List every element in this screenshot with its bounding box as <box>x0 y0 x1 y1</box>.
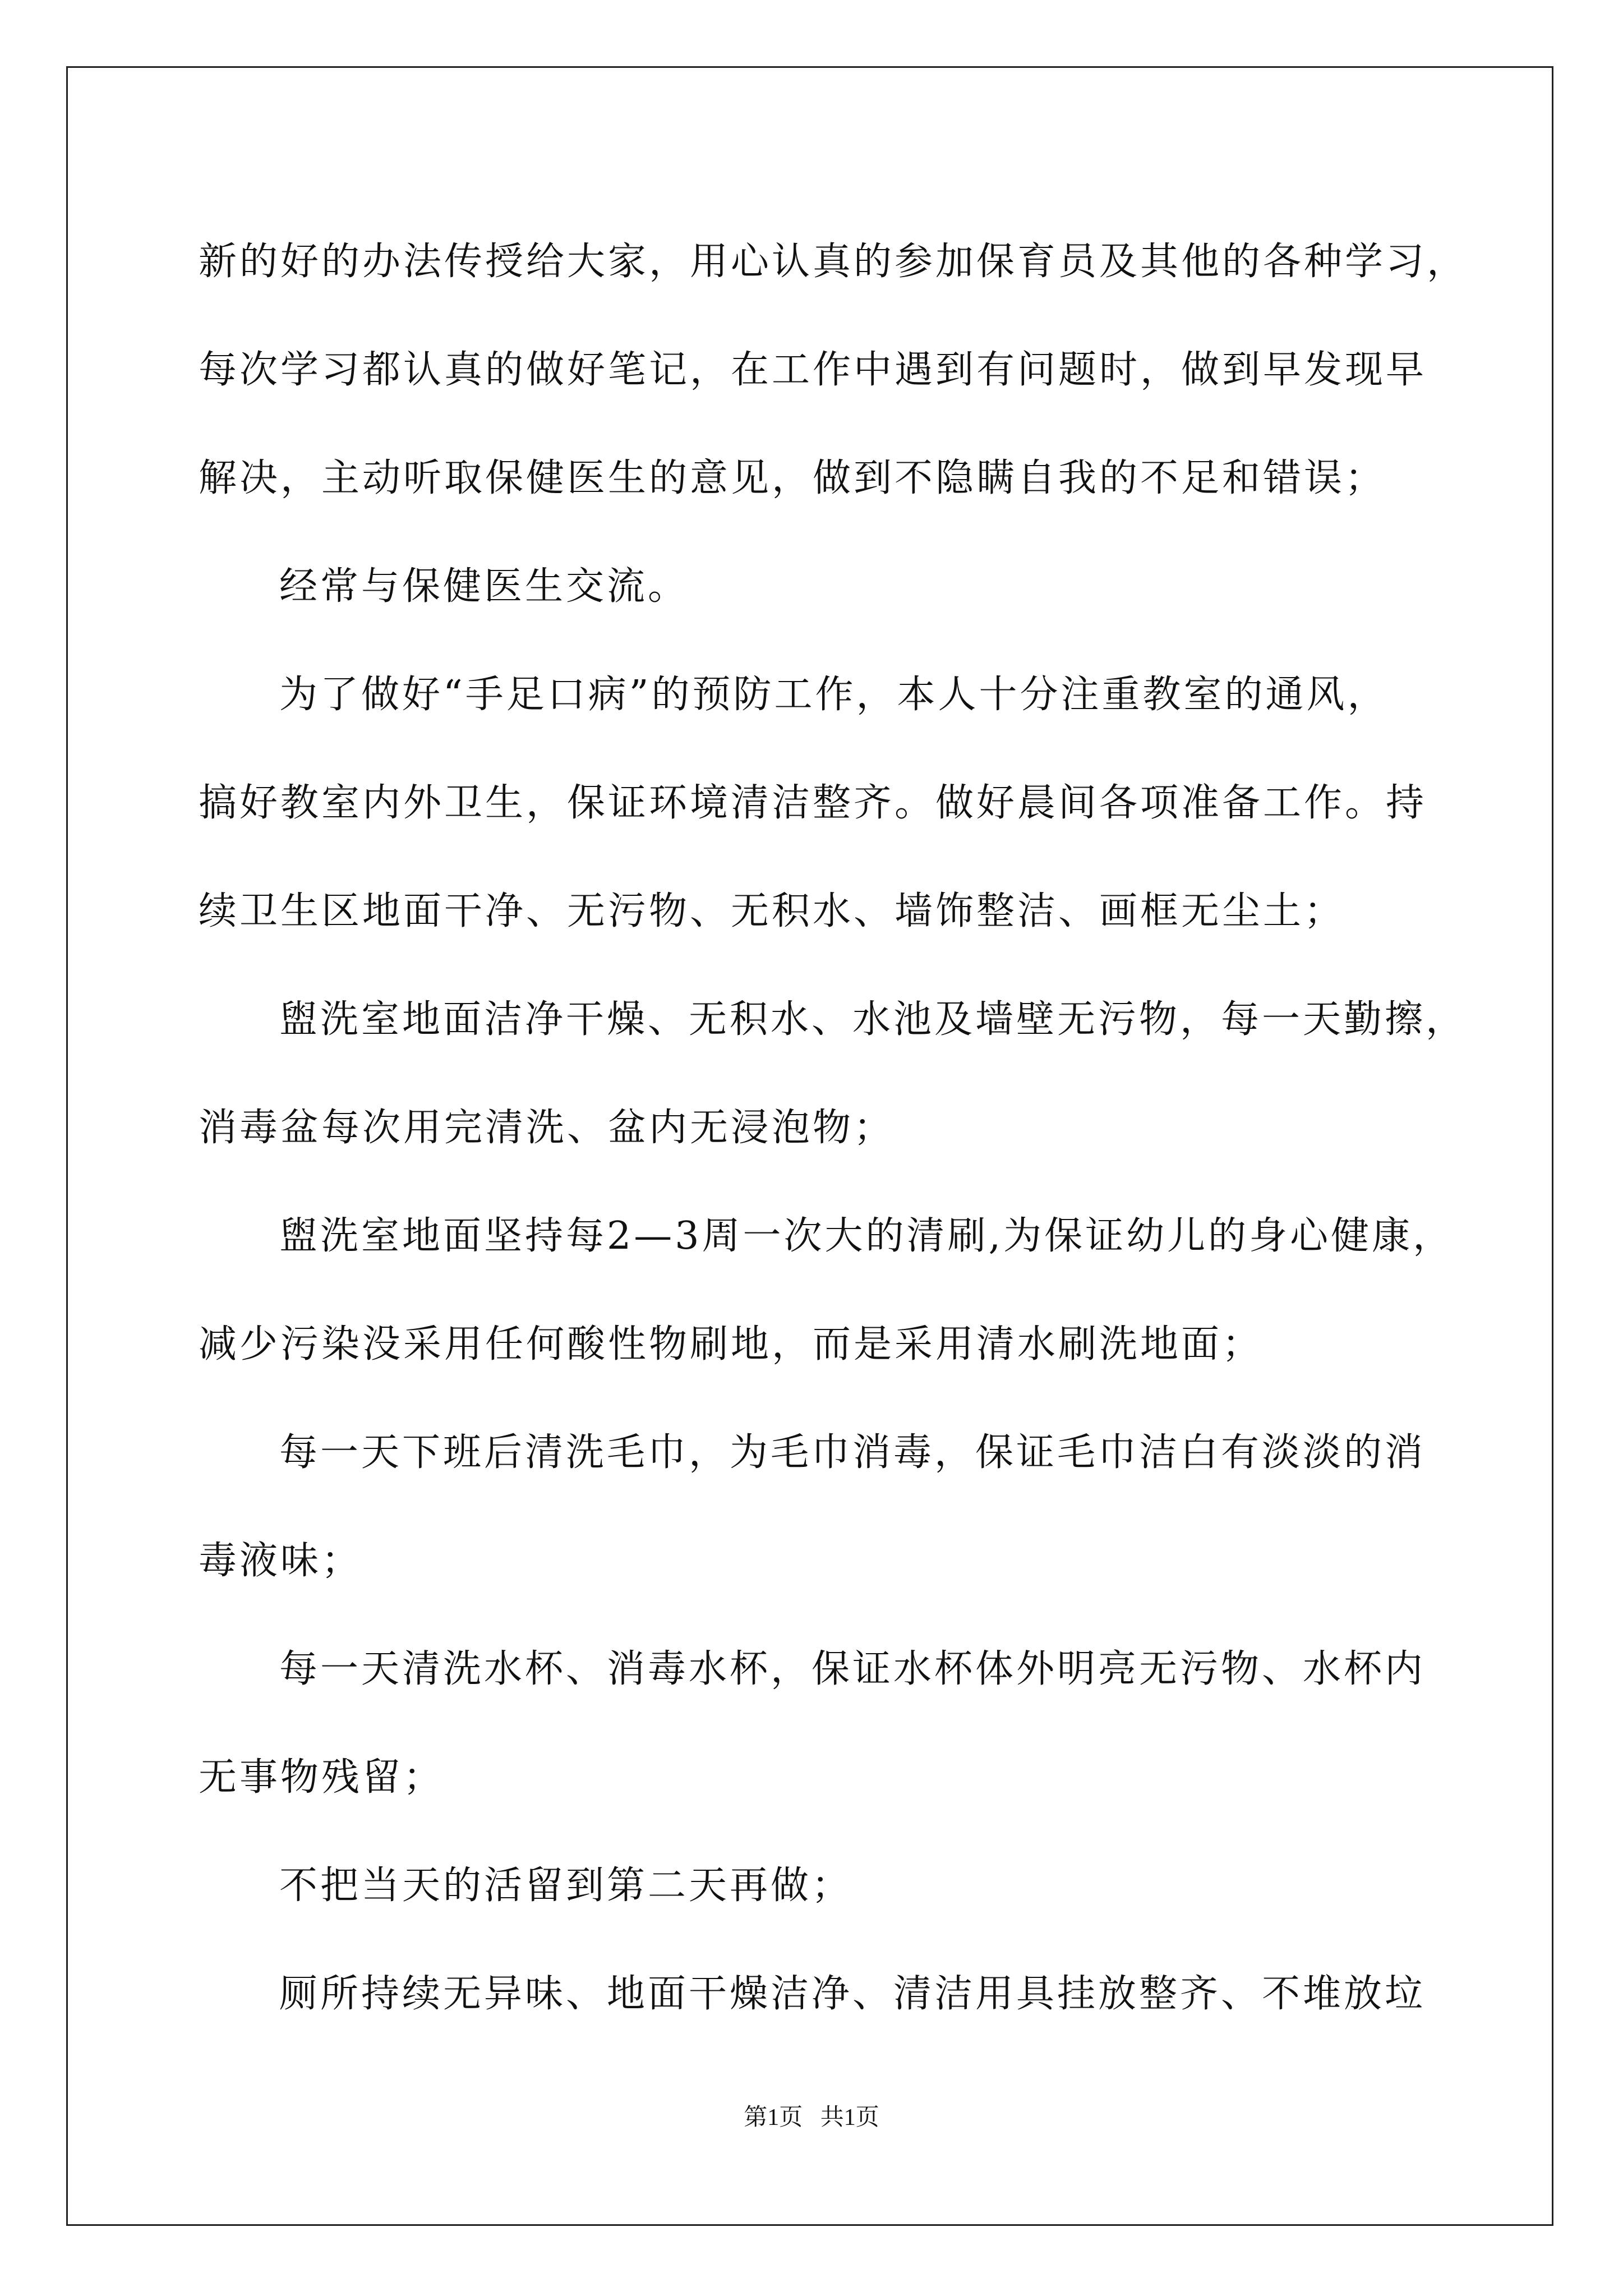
text-line: 消毒盆每次用完清洗、盆内无浸泡物； <box>199 1106 895 1150</box>
text-line: 经常与保健医生交流。 <box>279 564 689 609</box>
text-line: 解决，主动听取保健医生的意见，做到不隐瞒自我的不足和错误； <box>199 456 1386 500</box>
text-line: 厕所持续无异味、地面干燥洁净、清洁用具挂放整齐、不堆放垃 <box>279 1972 1426 2016</box>
text-line: 不把当天的活留到第二天再做； <box>279 1864 853 1908</box>
text-line: 为了做好“手足口病”的预防工作，本人十分注重教室的通风， <box>279 673 1389 717</box>
text-line: 每一天下班后清洗毛巾，为毛巾消毒，保证毛巾洁白有淡淡的消 <box>279 1430 1426 1475</box>
text-line: 每一天清洗水杯、消毒水杯，保证水杯体外明亮无污物、水杯内 <box>279 1647 1426 1691</box>
text-line: 新的好的办法传授给大家，用心认真的参加保育员及其他的各种学习， <box>199 240 1468 284</box>
text-line: 盥洗室地面坚持每2—3周一次大的清刷,为保证幼儿的身心健康， <box>279 1214 1454 1258</box>
text-line: 搞好教室内外卫生，保证环境清洁整齐。做好晨间各项准备工作。持 <box>199 781 1427 825</box>
text-line: 减少污染没采用任何酸性物刷地，而是采用清水刷洗地面； <box>199 1322 1264 1366</box>
document-body <box>199 208 1468 2048</box>
page-footer: 第1页 共1页 <box>744 2105 879 2131</box>
text-line: 无事物残留； <box>199 1755 445 1800</box>
text-line: 每次学习都认真的做好笔记，在工作中遇到有问题时，做到早发现早 <box>199 348 1427 392</box>
text-line: 续卫生区地面干净、无污物、无积水、墙饰整洁、画框无尘土； <box>199 889 1345 933</box>
text-line: 盥洗室地面洁净干燥、无积水、水池及墙壁无污物，每一天勤擦， <box>279 997 1467 1042</box>
text-line: 毒液味； <box>199 1539 363 1583</box>
